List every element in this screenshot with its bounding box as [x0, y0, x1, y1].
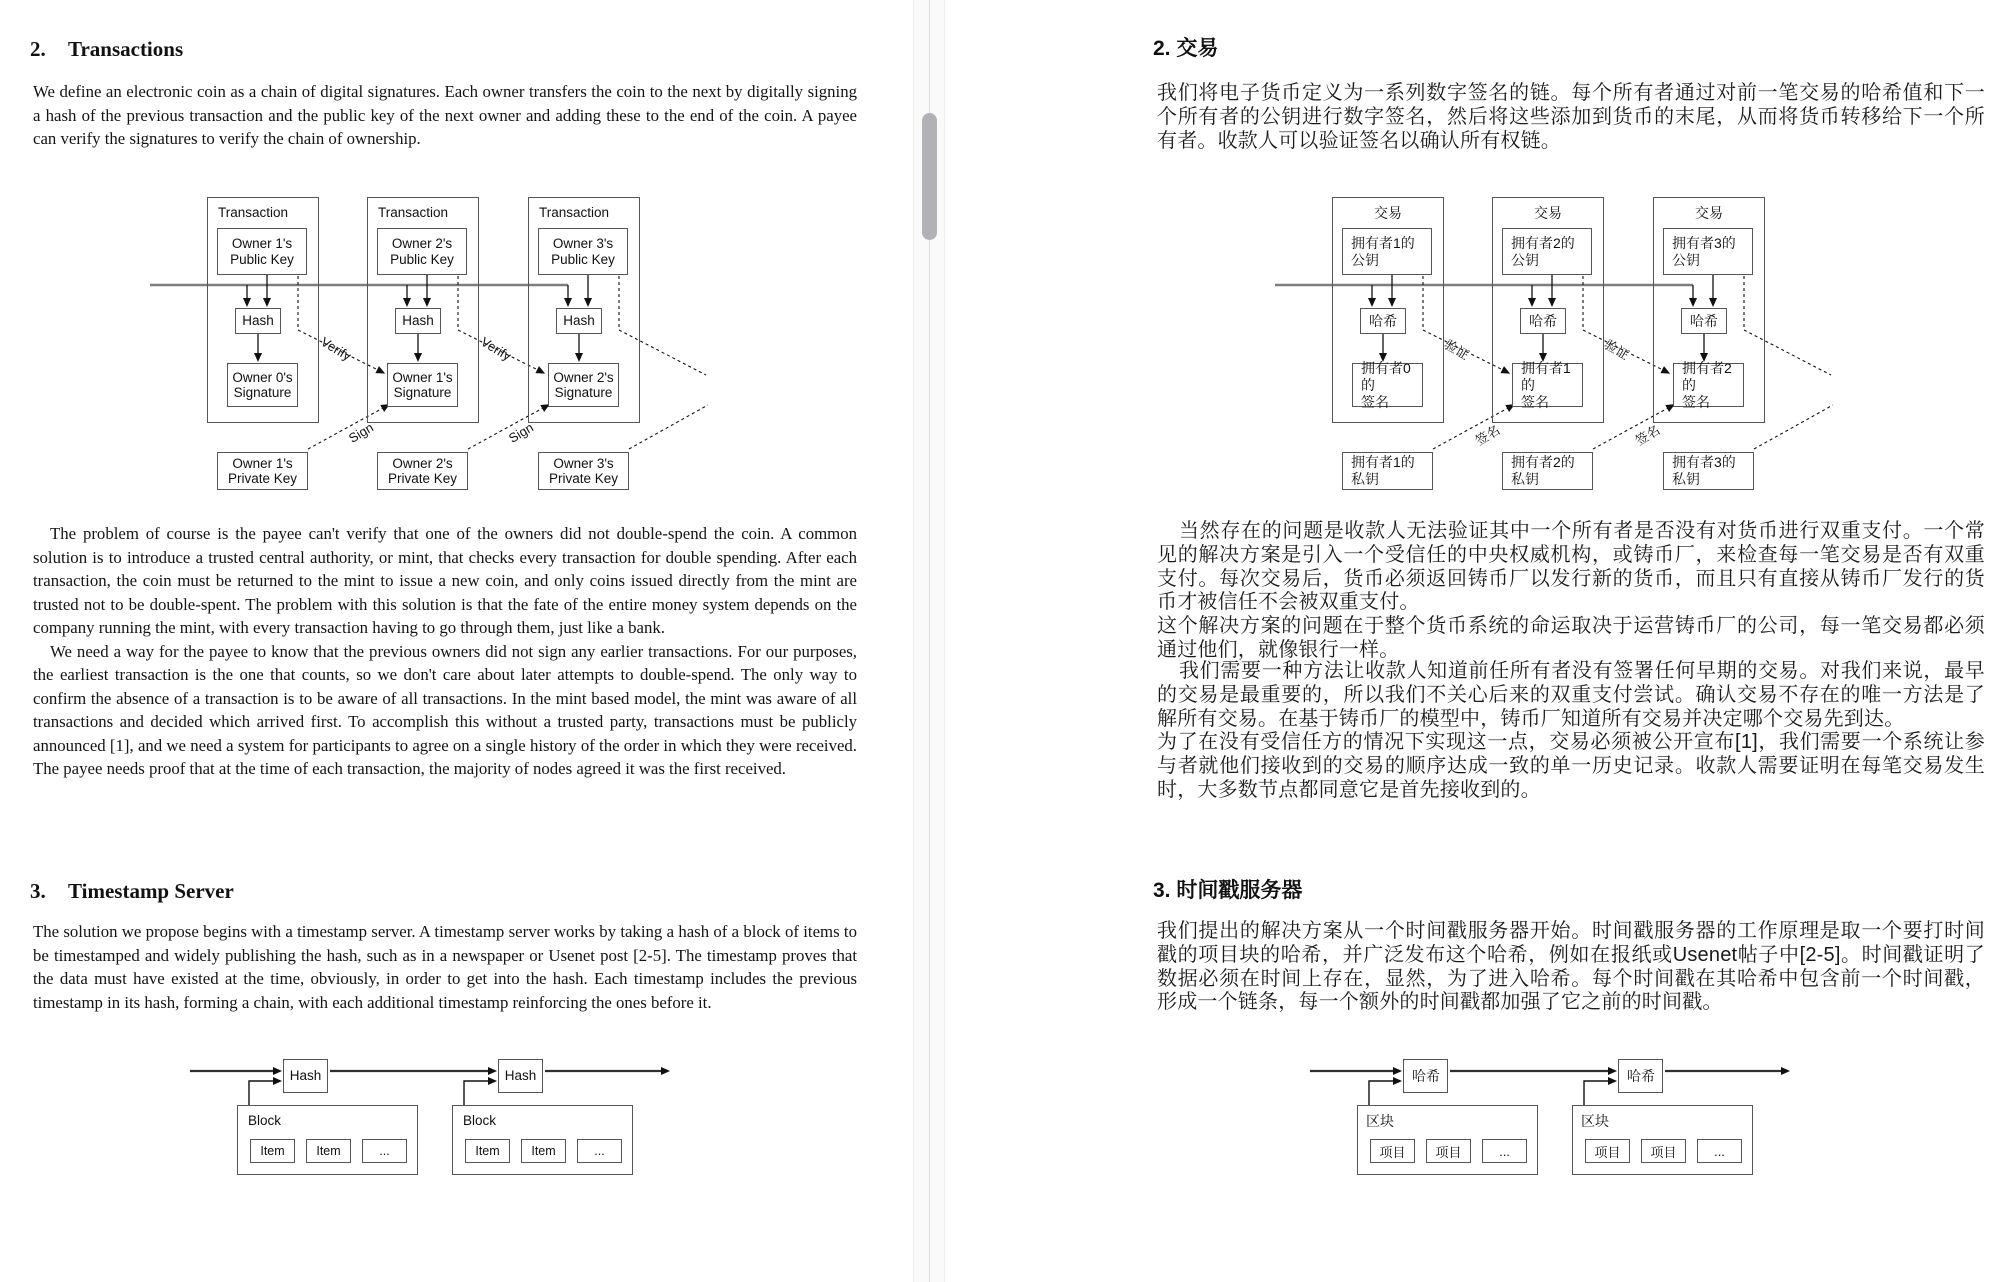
hash-box: [498, 1059, 543, 1093]
box-label-line: 公钥: [1351, 251, 1379, 268]
box-label-line: Owner 2's: [392, 455, 453, 471]
box-label-line: Owner 2's: [553, 369, 614, 385]
box-label-line: 私钥: [1511, 471, 1539, 487]
box-label-line: Owner 1's: [392, 369, 453, 385]
transaction-label: 交易: [1374, 205, 1402, 221]
box-label-line: 哈希: [1412, 1067, 1440, 1084]
box-label-line: Signature: [393, 385, 452, 400]
hash-box: [1618, 1059, 1663, 1093]
block-label: 区块: [1366, 1113, 1394, 1129]
section-title: Timestamp Server: [68, 879, 234, 903]
box-label-line: 公钥: [1672, 251, 1700, 268]
box-label-line: 私钥: [1351, 471, 1379, 487]
paragraph-need-a-way: 我们需要一种方法让收款人知道前任所有者没有签署任何早期的交易。对我们来说，最早的交易是最重要的，所以我们不关心后来的双重支付尝试。确认交易不存在的唯一方法是了解所有交易。在基于铸币厂的模型中，铸币厂知道所有交易并决定哪个交易先到达。: [1157, 660, 1985, 730]
hash-box: [235, 308, 281, 334]
hash-box: [283, 1059, 328, 1093]
box-label-line: Hash: [504, 1068, 537, 1084]
box-label-line: Hash: [563, 313, 595, 329]
box-label-line: 拥有者0的: [1361, 359, 1411, 393]
box-label-line: 拥有者2的: [1511, 234, 1575, 251]
public-key-box: [1342, 228, 1432, 275]
box-label-line: Owner 1's: [231, 236, 293, 251]
pane-divider: [913, 0, 945, 1282]
signature-box: [387, 363, 458, 407]
verify-arrow-label: 验证: [1601, 336, 1632, 363]
box-label-line: Private Key: [227, 471, 298, 486]
block-items: [250, 1139, 407, 1163]
item-box: Item: [465, 1139, 510, 1163]
private-key-box: [1502, 452, 1593, 490]
signature-box: [548, 363, 619, 407]
private-key-box: [1663, 452, 1754, 490]
hash-box: [1681, 308, 1727, 334]
hash-box: [395, 308, 441, 334]
paragraph-mint-problem: 这个解决方案的问题在于整个货币系统的命运取决于运营铸币厂的公司，每一笔交易都必须通过他们，就像银行一样。: [1157, 615, 1985, 661]
paragraph-public-announce: 为了在没有受信任方的情况下实现这一点，交易必须被公开宣布[1]，我们需要一个系统让参与者就他们接收到的交易的顺序达成一致的单一历史记录。收款人需要证明在每笔交易发生时，大多数节点都同意它是首先接收到的。: [1157, 731, 1985, 801]
timestamp-diagram-zh: [1310, 1050, 1810, 1185]
box-label-line: 拥有者1的: [1351, 454, 1415, 470]
transaction-diagram-zh: [1275, 190, 1885, 510]
private-key-box: [538, 452, 629, 490]
hash-box: [1360, 308, 1406, 334]
block-items: [1370, 1139, 1527, 1163]
item-box: 项目: [1585, 1139, 1630, 1163]
box-label-line: Public Key: [230, 251, 294, 267]
right-page-chinese: [945, 0, 2006, 1282]
section-number: 3.: [30, 879, 46, 903]
hash-box: [556, 308, 602, 334]
box-label-line: Signature: [233, 385, 292, 400]
verify-arrow-label: Verify: [478, 334, 514, 364]
box-label-line: Hash: [402, 313, 434, 329]
block-box: [1572, 1105, 1753, 1175]
public-key-box: [217, 228, 307, 275]
private-key-box: [1342, 452, 1433, 490]
paragraph-define-coin: 我们将电子货币定义为一系列数字签名的链。每个所有者通过对前一笔交易的哈希值和下一个所有者的公钥进行数字签名，然后将这些添加到货币的末尾，从而将货币转移给下一个所有者。收款人可以验证签名以确认所有权链。: [1157, 82, 1985, 152]
paragraph-double-spend: The problem of course is the payee can't verify that one of the owners did not double-spend the coin. A common solution is to introduce a trusted central authority, or mint, that checks every transaction for double spending. After each transaction, the coin must be returned to the mint to issue a new coin, and only coins issued directly from the mint are trusted not to be double-spent. The problem with this solution is that the fate of the entire money system depends on the company running the mint, with every transaction having to go through them, just like a bank.: [33, 524, 857, 637]
box-label-line: Hash: [242, 313, 274, 329]
signature-box: [1512, 359, 1583, 410]
transaction-label: Transaction: [218, 205, 289, 220]
signature-box: [227, 363, 298, 407]
item-box: Item: [306, 1139, 351, 1163]
private-key-box: [377, 452, 468, 490]
item-box: 项目: [1641, 1139, 1686, 1163]
transaction-label: Transaction: [378, 205, 449, 220]
box-label-line: 公钥: [1511, 251, 1539, 268]
box-label-line: 拥有者3的: [1672, 454, 1736, 470]
section-number: 2.: [30, 37, 46, 61]
item-box: Item: [521, 1139, 566, 1163]
box-label-line: Signature: [554, 385, 613, 400]
item-ellipsis-box: ...: [362, 1139, 407, 1163]
block-box: [452, 1105, 633, 1175]
box-label-line: Owner 3's: [552, 236, 614, 251]
transaction-label: 交易: [1534, 205, 1562, 221]
box-label-line: Owner 1's: [232, 455, 293, 471]
public-key-box: [377, 228, 467, 275]
box-label-line: 哈希: [1369, 312, 1397, 329]
box-label-line: 签名: [1682, 393, 1710, 410]
box-label-line: 哈希: [1529, 312, 1557, 329]
box-label-line: 签名: [1521, 393, 1549, 410]
block-items: [1585, 1139, 1742, 1163]
paragraph-define-coin: We define an electronic coin as a chain of digital signatures. Each owner transfers the coin to the next by digitally signing a hash of the previous transaction and the public key of the next owner and adding these to the end of the coin. A payee can verify the signatures to verify the chain of ownership.: [33, 82, 857, 148]
box-label-line: 拥有者1的: [1351, 234, 1415, 251]
body-text-block: [1157, 520, 1985, 663]
sign-arrow-label: 签名: [1632, 422, 1663, 449]
public-key-box: [538, 228, 628, 275]
verify-arrow-label: 验证: [1441, 336, 1472, 363]
sign-arrow-label: Sign: [506, 419, 537, 446]
box-label-line: Owner 3's: [553, 455, 614, 471]
item-ellipsis-box: ...: [1697, 1139, 1742, 1163]
box-label-line: 拥有者2的: [1511, 454, 1575, 470]
block-items: [465, 1139, 622, 1163]
box-label-line: Owner 0's: [232, 369, 293, 385]
paragraph-need-a-way: We need a way for the payee to know that the previous owners did not sign any earlier transactions. For our purposes, the earliest transaction is the one that counts, so we don't care about later attempts to double-spend. The only way to confirm the absence of a transaction is to be aware of all transactions. In the mint based model, the mint was aware of all transactions and decided which arrived first. To accomplish this without a trusted party, transactions must be publicly announced [1], and we need a system for participants to agree on a single history of the order in which they were received. The payee needs proof that at the time of each transaction, the majority of nodes agreed it was the first received.: [33, 641, 857, 778]
box-label-line: 私钥: [1672, 471, 1700, 487]
signature-box: [1673, 359, 1744, 410]
item-ellipsis-box: ...: [1482, 1139, 1527, 1163]
signature-box: [1352, 359, 1423, 410]
box-label-line: 拥有者1的: [1521, 359, 1571, 393]
public-key-box: [1663, 228, 1753, 275]
box-label-line: 拥有者2的: [1682, 359, 1732, 393]
transaction-label: Transaction: [539, 205, 610, 220]
transaction-diagram-en: [150, 190, 760, 510]
item-ellipsis-box: ...: [577, 1139, 622, 1163]
block-label: Block: [463, 1113, 497, 1128]
item-box: 项目: [1370, 1139, 1415, 1163]
private-key-box: [217, 452, 308, 490]
section-2-heading: 2. 交易: [1153, 37, 1219, 60]
section-3-heading: 3. 时间戳服务器: [1153, 879, 1303, 902]
sign-arrow-label: Sign: [346, 419, 377, 446]
left-page-english: [0, 0, 913, 1282]
box-label-line: 拥有者3的: [1672, 234, 1736, 251]
paragraph-double-spend: 当然存在的问题是收款人无法验证其中一个所有者是否没有对货币进行双重支付。一个常见的解决方案是引入一个受信任的中央权威机构，或铸币厂，来检查每一笔交易是否有双重支付。每次交易后，货币必须返回铸币厂以发行新的货币，而且只有直接从铸币厂发行的货币才被信任不会被双重支付。: [1157, 520, 1985, 614]
body-text-block: [33, 522, 857, 781]
block-label: 区块: [1581, 1113, 1609, 1129]
box-label-line: Hash: [289, 1068, 322, 1084]
hash-box: [1403, 1059, 1448, 1093]
block-box: [1357, 1105, 1538, 1175]
public-key-box: [1502, 228, 1592, 275]
section-3-heading: [30, 878, 234, 904]
hash-box: [1520, 308, 1566, 334]
box-label-line: Owner 2's: [391, 236, 453, 251]
block-box: [237, 1105, 418, 1175]
box-label-line: Public Key: [551, 251, 615, 267]
scrollbar-thumb[interactable]: [922, 113, 937, 240]
box-label-line: Private Key: [387, 471, 458, 486]
section-title: Transactions: [68, 37, 184, 61]
item-box: Item: [250, 1139, 295, 1163]
body-text-block: [1157, 660, 1985, 803]
box-label-line: 哈希: [1690, 312, 1718, 329]
transaction-label: 交易: [1695, 205, 1723, 221]
section-2-heading: [30, 36, 183, 62]
sign-arrow-label: 签名: [1472, 422, 1503, 449]
paragraph-timestamp: The solution we propose begins with a timestamp server. A timestamp server works by taking a hash of a block of items to be timestamped and widely publishing the hash, such as in a newspaper or Usenet post [2-5]. The timestamp proves that the data must have existed at the time, obviously, in order to get into the hash. Each timestamp includes the previous timestamp in its hash, forming a chain, with each additional timestamp reinforcing the ones before it.: [33, 922, 857, 1012]
box-label-line: 哈希: [1627, 1067, 1655, 1084]
box-label-line: 签名: [1361, 393, 1389, 410]
item-box: 项目: [1426, 1139, 1471, 1163]
verify-arrow-label: Verify: [318, 334, 354, 364]
box-label-line: Public Key: [390, 251, 454, 267]
box-label-line: Private Key: [548, 471, 619, 486]
paragraph-timestamp: 我们提出的解决方案从一个时间戳服务器开始。时间戳服务器的工作原理是取一个要打时间戳的项目块的哈希，并广泛发布这个哈希，例如在报纸或Usenet帖子中[2-5]。时间戳证明了数据必须在时间上存在，显然，为了进入哈希。每个时间戳在其哈希中包含前一个时间戳，形成一个链条，每一个额外的时间戳都加强了它之前的时间戳。: [1157, 920, 1985, 1014]
block-label: Block: [248, 1113, 282, 1128]
timestamp-diagram-en: [190, 1050, 690, 1185]
